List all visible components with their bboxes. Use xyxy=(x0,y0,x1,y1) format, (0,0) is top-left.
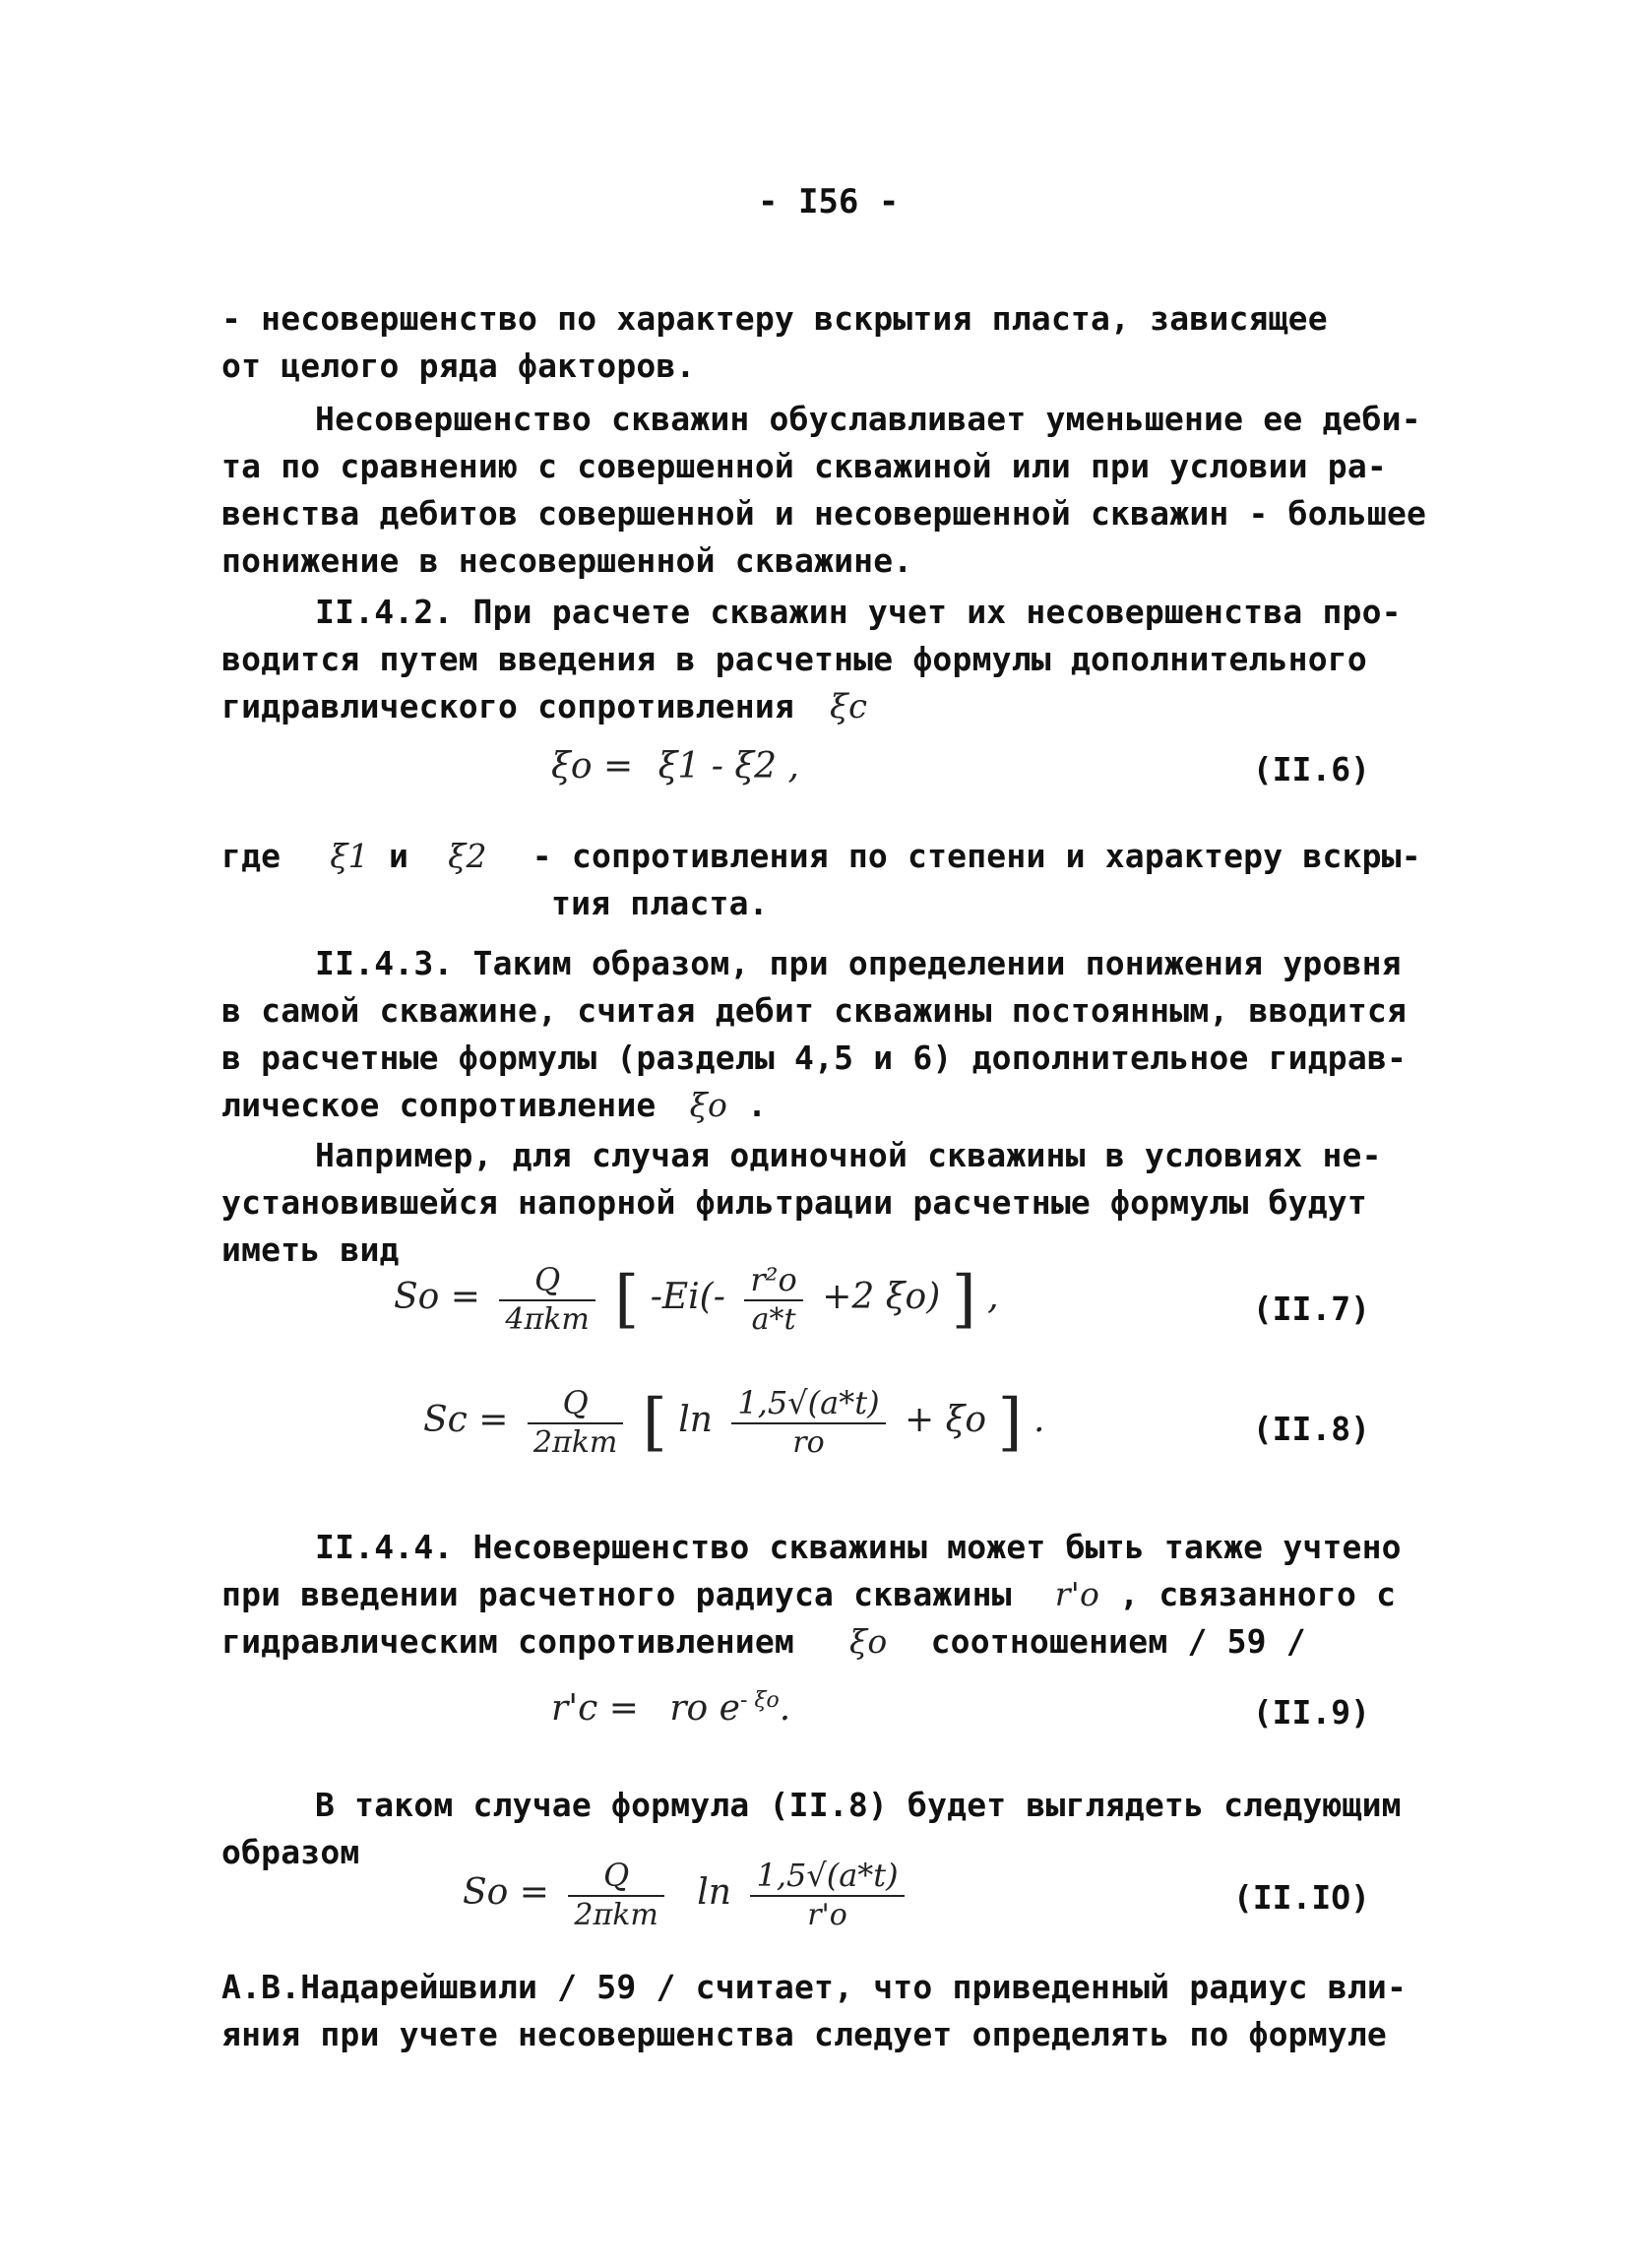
eq9-tail: . xyxy=(779,1688,791,1729)
eq10-numerator: Q xyxy=(568,1856,663,1897)
equation-II-6 xyxy=(551,746,799,787)
eq7-tail: , xyxy=(987,1277,999,1317)
text-line: - несовершенство по характеру вскрытия пласта, зависящее xyxy=(221,299,1328,338)
text-line xyxy=(221,1571,1403,1618)
eq10-fraction xyxy=(568,1856,663,1934)
eq7-bracket-open: [ xyxy=(614,1263,640,1336)
text-fragment: гидравлическим сопротивлением xyxy=(221,1622,794,1661)
text-line: II.4.3. Таким образом, при определении понижения уровня xyxy=(315,944,1402,982)
equation-number-II-7: (II.7) xyxy=(1252,1290,1370,1328)
eq8-fraction xyxy=(528,1383,623,1462)
symbol-xi-o: ξo xyxy=(849,1622,888,1661)
eq7-denominator: 4πkm xyxy=(505,1302,590,1337)
eq8-lhs: Sc = xyxy=(423,1400,509,1440)
eq10-ln-numerator: 1,5√(a*t) xyxy=(750,1856,904,1897)
eq10-ln-denominator: r'o xyxy=(807,1898,847,1932)
text-fragment: соотношением / 59 / xyxy=(930,1622,1306,1661)
text-line: лическое сопротивление ξo . xyxy=(221,1086,768,1124)
text-line: иметь вид xyxy=(221,1230,400,1269)
text-line: установившейся напорной фильтрации расчетные формулы будут xyxy=(221,1183,1367,1222)
equation-II-7 xyxy=(394,1260,999,1339)
text-line: тия пласта. xyxy=(551,884,769,922)
eq7-lhs: So = xyxy=(394,1277,480,1317)
eq8-ln-fraction xyxy=(731,1383,885,1462)
eq9-exponent: - ξo xyxy=(739,1688,780,1713)
eq8-tail: . xyxy=(1033,1400,1045,1440)
text-line: Несовершенство скважин обуславливает уменьшение ее деби- xyxy=(315,400,1421,438)
eq7-inner-numerator: r²o xyxy=(744,1260,802,1301)
equation-II-9 xyxy=(551,1688,790,1729)
eq8-numerator: Q xyxy=(528,1383,623,1424)
text-line: венства дебитов совершенной и несовершенной скважин - большее xyxy=(221,494,1427,533)
eq7-inner-denominator: a*t xyxy=(751,1302,796,1337)
eq8-tail-in: + ξo xyxy=(905,1400,987,1440)
text-line: II.4.4. Несовершенство скважины может быть также учтено xyxy=(315,1528,1402,1566)
text-fragment: , связанного с xyxy=(1119,1575,1397,1613)
eq6-lhs: ξo = xyxy=(551,746,634,787)
text-line: понижение в несовершенной скважине. xyxy=(221,541,913,580)
eq7-inner: -Ei(- xyxy=(650,1277,725,1317)
text-line: в расчетные формулы (разделы 4,5 и 6) дополнительное гидрав- xyxy=(221,1039,1408,1077)
eq7-numerator: Q xyxy=(499,1260,595,1301)
text-line: водится путем введения в расчетные формулы дополнительного xyxy=(221,640,1367,678)
text-line: от целого ряда факторов. xyxy=(221,346,696,385)
eq7-inner-tail: +2 ξo) xyxy=(822,1277,941,1317)
page-number: - I56 - xyxy=(758,182,900,221)
eq9-lhs: r'c = xyxy=(551,1688,639,1729)
eq8-bracket-close: ] xyxy=(997,1386,1023,1459)
and-word: и xyxy=(388,837,409,875)
symbol-xi-1: ξ1 xyxy=(330,837,369,875)
eq8-denominator: 2πkm xyxy=(532,1425,618,1460)
text-line: А.В.Надарейшвили / 59 / считает, что приведенный радиус вли- xyxy=(221,1968,1408,2006)
eq10-lhs: So = xyxy=(463,1872,549,1913)
where-text: - сопротивления по степени и характеру вскры- xyxy=(532,837,1421,875)
text-line: В таком случае формула (II.8) будет выглядеть следующим xyxy=(315,1786,1402,1824)
eq8-bracket-open: [ xyxy=(642,1386,667,1459)
equation-II-8 xyxy=(423,1383,1044,1462)
symbol-xi-2: ξ2 xyxy=(448,837,487,875)
equation-number-II-6: (II.6) xyxy=(1252,750,1370,788)
equation-number-II-9: (II.9) xyxy=(1252,1693,1370,1732)
eq7-inner-fraction xyxy=(744,1260,802,1339)
eq6-rhs: ξ1 - ξ2 , xyxy=(657,746,799,787)
text-line: в самой скважине, считая дебит скважины постоянным, вводится xyxy=(221,991,1408,1030)
text-fragment: гидравлического сопротивления xyxy=(221,687,794,725)
text-line xyxy=(221,683,1403,730)
text-line xyxy=(221,1618,1403,1666)
eq8-ln-denominator: ro xyxy=(792,1425,825,1460)
text-line: II.4.2. При расчете скважин учет их несовершенства про- xyxy=(315,593,1402,631)
text-line: яния при учете несовершенства следует определять по формуле xyxy=(221,2015,1387,2053)
eq7-fraction xyxy=(499,1260,595,1339)
eq8-ln: ln xyxy=(678,1400,713,1440)
where-label: где xyxy=(221,837,282,875)
symbol-xi-c: ξc xyxy=(830,687,868,726)
equation-number-II-8: (II.8) xyxy=(1252,1410,1370,1448)
equation-number-II-10: (II.IO) xyxy=(1232,1878,1370,1917)
symbol-xi-o: ξo xyxy=(689,1086,728,1124)
text-line xyxy=(221,833,1421,880)
eq9-rhs: ro e xyxy=(669,1688,740,1729)
text-line: та по сравнению с совершенной скважиной или при условии ра- xyxy=(221,447,1387,485)
text-fragment: при введении расчетного радиуса скважины xyxy=(221,1575,1012,1613)
eq10-ln-fraction xyxy=(750,1856,904,1934)
text-line: образом xyxy=(221,1833,360,1871)
eq8-ln-numerator: 1,5√(a*t) xyxy=(731,1383,885,1424)
text-line: Например, для случая одиночной скважины в условиях не- xyxy=(315,1136,1382,1174)
eq10-ln: ln xyxy=(697,1872,731,1913)
equation-II-10 xyxy=(463,1856,912,1934)
symbol-r-o-prime: r'o xyxy=(1054,1575,1100,1613)
text-fragment: лическое сопротивление xyxy=(221,1086,657,1124)
eq10-denominator: 2πkm xyxy=(574,1898,658,1932)
eq7-bracket-close: ] xyxy=(951,1263,976,1336)
